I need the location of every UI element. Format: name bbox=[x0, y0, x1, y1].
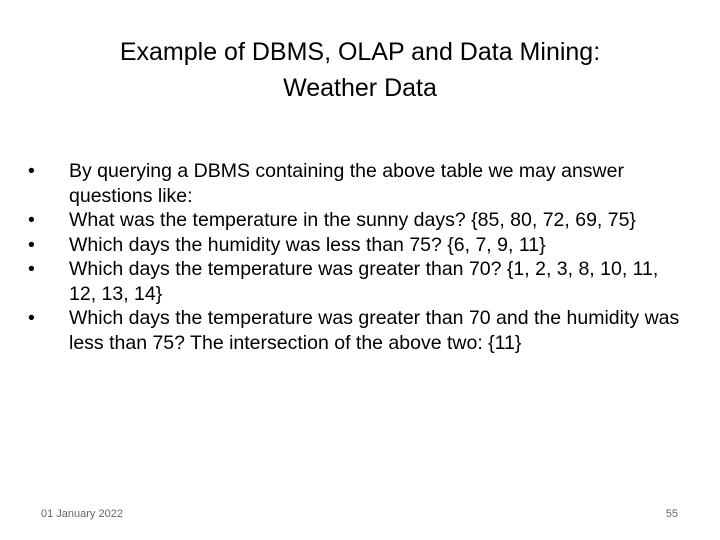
bullet-icon: • bbox=[28, 233, 35, 256]
bullet-item bbox=[28, 159, 688, 208]
slide-title-line-2: Weather Data bbox=[283, 74, 437, 102]
bullet-icon: • bbox=[28, 258, 35, 280]
footer-date: 01 January 2022 bbox=[41, 508, 123, 520]
slide-title-line-1: Example of DBMS, OLAP and Data Mining: bbox=[119, 38, 601, 66]
bullet-icon: • bbox=[28, 209, 35, 231]
bullet-item bbox=[28, 257, 688, 306]
bullet-item bbox=[28, 233, 688, 258]
bullet-list bbox=[28, 159, 688, 355]
bullet-item bbox=[28, 208, 688, 233]
bullet-text: Which days the humidity was less than 75? {6, 7, 9, 11} bbox=[69, 233, 546, 256]
slide-title bbox=[40, 34, 680, 106]
bullet-icon: • bbox=[28, 160, 35, 182]
bullet-icon: • bbox=[28, 307, 35, 329]
bullet-text: What was the temperature in the sunny days? {85, 80, 72, 69, 75} bbox=[69, 209, 636, 231]
page-number: 55 bbox=[665, 508, 678, 520]
bullet-text: Which days the temperature was greater than 70? {1, 2, 3, 8, 10, 11, 12, 13, 14} bbox=[69, 258, 659, 305]
bullet-text: By querying a DBMS containing the above table we may answer questions like: bbox=[69, 160, 624, 207]
bullet-item bbox=[28, 306, 688, 355]
bullet-text: Which days the temperature was greater than 70 and the humidity was less than 75? The intersection of the above two: {11} bbox=[69, 307, 680, 354]
